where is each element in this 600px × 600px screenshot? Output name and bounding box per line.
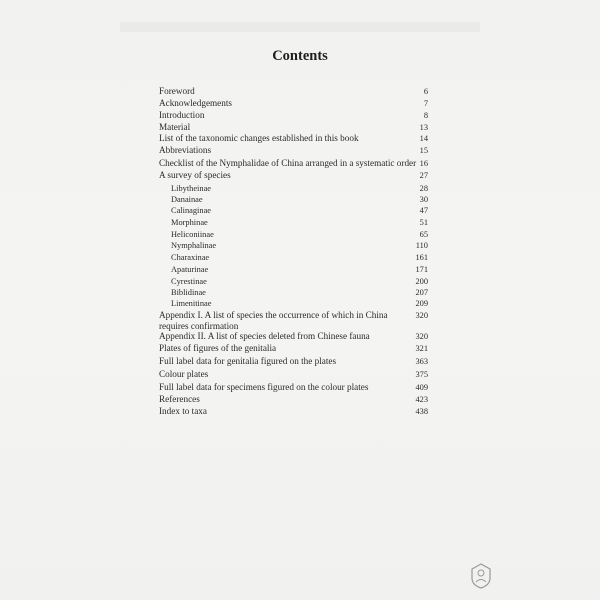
toc-entry-title: Checklist of the Nymphalidae of China arranged in a systematic order	[159, 158, 417, 168]
toc-entry-page: 30	[419, 195, 428, 204]
toc-entry-title: Full label data for specimens figured on the colour plates	[159, 382, 369, 392]
toc-entry-title: Foreword	[159, 86, 195, 96]
page-title: Contents	[272, 48, 328, 64]
toc-entry-title: Morphinae	[171, 218, 208, 227]
toc-entry-title: Limenitinae	[171, 299, 212, 308]
toc-entry-title: A survey of species	[159, 170, 231, 180]
toc-entry-title: Nymphalinae	[171, 241, 217, 250]
toc-entry-title: Libytheinae	[171, 184, 211, 193]
toc-entry-page: 8	[423, 111, 428, 120]
toc-entry-title: Biblidinae	[171, 288, 206, 297]
toc-entry-title: Index to taxa	[159, 406, 207, 416]
toc-entry-page: 51	[419, 218, 428, 227]
toc-entry-title: Full label data for genitalia figured on the plates	[159, 356, 337, 366]
toc-entry-page: 65	[419, 230, 428, 239]
toc-entry-page: 15	[419, 146, 428, 155]
toc-entry-title: Danainae	[171, 195, 203, 204]
toc-entry-page: 16	[419, 159, 428, 168]
toc-entry-page: 438	[415, 407, 428, 416]
toc-entry-page: 14	[419, 134, 428, 143]
toc-entry-title: Acknowledgements	[159, 98, 232, 108]
toc-entry-title: Cyrestinae	[171, 277, 207, 286]
toc-entry-page: 28	[419, 184, 428, 193]
toc-entry-page: 171	[415, 265, 428, 274]
toc-entry-title: Calinaginae	[171, 206, 211, 215]
toc-entry-title: List of the taxonomic changes established in this book	[159, 133, 359, 143]
toc-entry-title: Plates of figures of the genitalia	[159, 343, 277, 353]
toc-entry-title: Appendix II. A list of species deleted from Chinese fauna	[159, 331, 370, 341]
toc-entry-page: 409	[415, 383, 428, 392]
toc-entry-page: 6	[423, 87, 428, 96]
toc-entry-page: 207	[415, 288, 428, 297]
publisher-seal-icon	[470, 563, 492, 589]
toc-entry-page: 161	[415, 253, 428, 262]
toc-entry-page: 7	[423, 99, 428, 108]
toc-entry-title: Appendix I. A list of species the occurrence of which in China requires confirmation	[159, 310, 388, 331]
toc-entry-page: 320	[415, 332, 428, 341]
toc-entry-title: Abbreviations	[159, 145, 212, 155]
toc-entry-page: 13	[419, 123, 428, 132]
toc-entry-title: References	[159, 394, 200, 404]
header-bleed-through	[120, 22, 480, 32]
toc-entry-page: 321	[415, 344, 428, 353]
toc-entry-title: Material	[159, 122, 191, 132]
toc-entry-title: Apaturinae	[171, 265, 209, 274]
toc-entry-title: Colour plates	[159, 369, 209, 379]
toc-entry-page: 47	[419, 206, 428, 215]
toc-entry-page: 375	[415, 370, 428, 379]
toc-entry-title: Introduction	[159, 110, 205, 120]
toc-entry-page: 320	[415, 311, 428, 320]
toc-entry-page: 209	[415, 299, 428, 308]
toc-entry-title: Heliconiinae	[171, 230, 214, 239]
toc-entry-page: 27	[419, 171, 428, 180]
toc-entry-page: 110	[415, 241, 428, 250]
toc-entry-page: 423	[415, 395, 428, 404]
toc-entry-page: 200	[415, 277, 428, 286]
toc-entry-page: 363	[415, 357, 428, 366]
toc-entry-title: Charaxinae	[171, 253, 210, 262]
